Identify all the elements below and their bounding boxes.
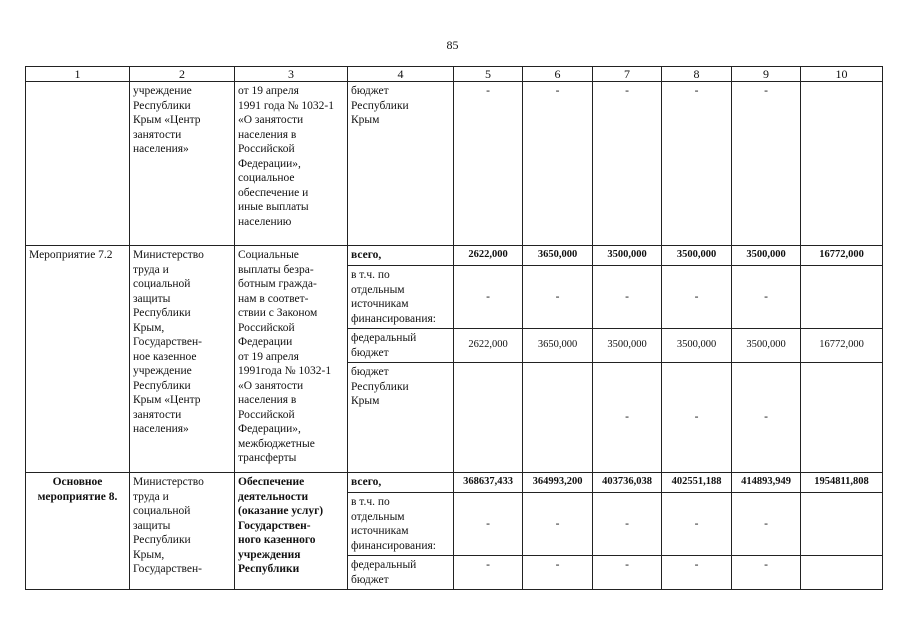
cell-value: -	[732, 493, 801, 556]
column-number-row	[26, 67, 883, 82]
page-number: 85	[446, 38, 459, 52]
cell-value: 364993,200	[523, 473, 593, 493]
cell-value	[801, 82, 883, 246]
cell-source: бюджет Республики Крым	[348, 363, 454, 473]
col-header-8: 8	[662, 67, 732, 82]
cell-value: -	[593, 493, 662, 556]
cell-executor: учреждение Республики Крым «Центр занятости населения»	[130, 82, 235, 246]
cell-basis: от 19 апреля 1991 года № 1032-1 «О занятости населения в Российской Федерации», социальное обеспечение и иные выплаты населению	[235, 82, 348, 246]
cell-value: -	[454, 556, 523, 590]
financing-table	[25, 66, 883, 590]
cell-value: 3650,000	[523, 246, 593, 266]
cell-value	[523, 363, 593, 473]
cell-value: 16772,000	[801, 246, 883, 266]
table-row	[26, 246, 883, 266]
cell-value: 403736,038	[593, 473, 662, 493]
col-header-5: 5	[454, 67, 523, 82]
cell-executor: Министерство труда и социальной защиты Республики Крым, Государствен- ное казенное учреждение Республики Крым «Центр занятости населения»	[130, 246, 235, 473]
cell-value: -	[593, 266, 662, 329]
cell-source: в т.ч. по отдельным источникам финансирования:	[348, 266, 454, 329]
cell-name	[26, 82, 130, 246]
cell-value: 2622,000	[454, 246, 523, 266]
cell-value	[454, 363, 523, 473]
cell-value: 3500,000	[732, 246, 801, 266]
cell-value: -	[662, 556, 732, 590]
cell-value: 414893,949	[732, 473, 801, 493]
table-row	[26, 82, 883, 246]
cell-value: 1954811,808	[801, 473, 883, 493]
cell-value: -	[523, 493, 593, 556]
cell-value: -	[662, 82, 732, 246]
col-header-4: 4	[348, 67, 454, 82]
cell-value: 3500,000	[593, 329, 662, 363]
cell-source: бюджет Республики Крым	[348, 82, 454, 246]
cell-value: -	[662, 363, 732, 473]
cell-name: Основное мероприятие 8.	[26, 473, 130, 590]
cell-value: 3500,000	[662, 246, 732, 266]
col-header-6: 6	[523, 67, 593, 82]
cell-value	[801, 556, 883, 590]
cell-source: в т.ч. по отдельным источникам финансирования:	[348, 493, 454, 556]
cell-value: -	[732, 82, 801, 246]
col-header-2: 2	[130, 67, 235, 82]
cell-value: -	[662, 266, 732, 329]
cell-source: всего,	[348, 473, 454, 493]
cell-value: -	[662, 493, 732, 556]
col-header-1: 1	[26, 67, 130, 82]
cell-value: -	[732, 266, 801, 329]
cell-source: федеральный бюджет	[348, 329, 454, 363]
cell-value: -	[732, 556, 801, 590]
cell-name: Мероприятие 7.2	[26, 246, 130, 473]
cell-value	[801, 266, 883, 329]
col-header-3: 3	[235, 67, 348, 82]
col-header-10: 10	[801, 67, 883, 82]
cell-value: 3500,000	[593, 246, 662, 266]
cell-basis: Социальные выплаты безра- ботным гражда- нам в соответ- ствии с Законом Российской Федерации от 19 апреля 1991года № 1032-1 «О занятости населения в Российской Федерации», межбюджетные трансферты	[235, 246, 348, 473]
cell-value: 402551,188	[662, 473, 732, 493]
cell-basis: Обеспечение деятельности (оказание услуг) Государствен- ного казенного учреждения Республики	[235, 473, 348, 590]
cell-value	[801, 493, 883, 556]
cell-value: -	[732, 363, 801, 473]
cell-value: -	[593, 363, 662, 473]
cell-value: -	[454, 266, 523, 329]
cell-value: 3650,000	[523, 329, 593, 363]
cell-source: федеральный бюджет	[348, 556, 454, 590]
cell-value: -	[454, 82, 523, 246]
cell-executor: Министерство труда и социальной защиты Республики Крым, Государствен-	[130, 473, 235, 590]
cell-value: -	[523, 82, 593, 246]
cell-value: -	[523, 266, 593, 329]
cell-value	[801, 363, 883, 473]
cell-value: -	[593, 556, 662, 590]
cell-value: -	[593, 82, 662, 246]
cell-value: 2622,000	[454, 329, 523, 363]
cell-value: 368637,433	[454, 473, 523, 493]
cell-value: -	[523, 556, 593, 590]
cell-value: -	[454, 493, 523, 556]
cell-source: всего,	[348, 246, 454, 266]
col-header-9: 9	[732, 67, 801, 82]
col-header-7: 7	[593, 67, 662, 82]
cell-value: 3500,000	[732, 329, 801, 363]
cell-value: 3500,000	[662, 329, 732, 363]
cell-value: 16772,000	[801, 329, 883, 363]
table-row	[26, 473, 883, 493]
